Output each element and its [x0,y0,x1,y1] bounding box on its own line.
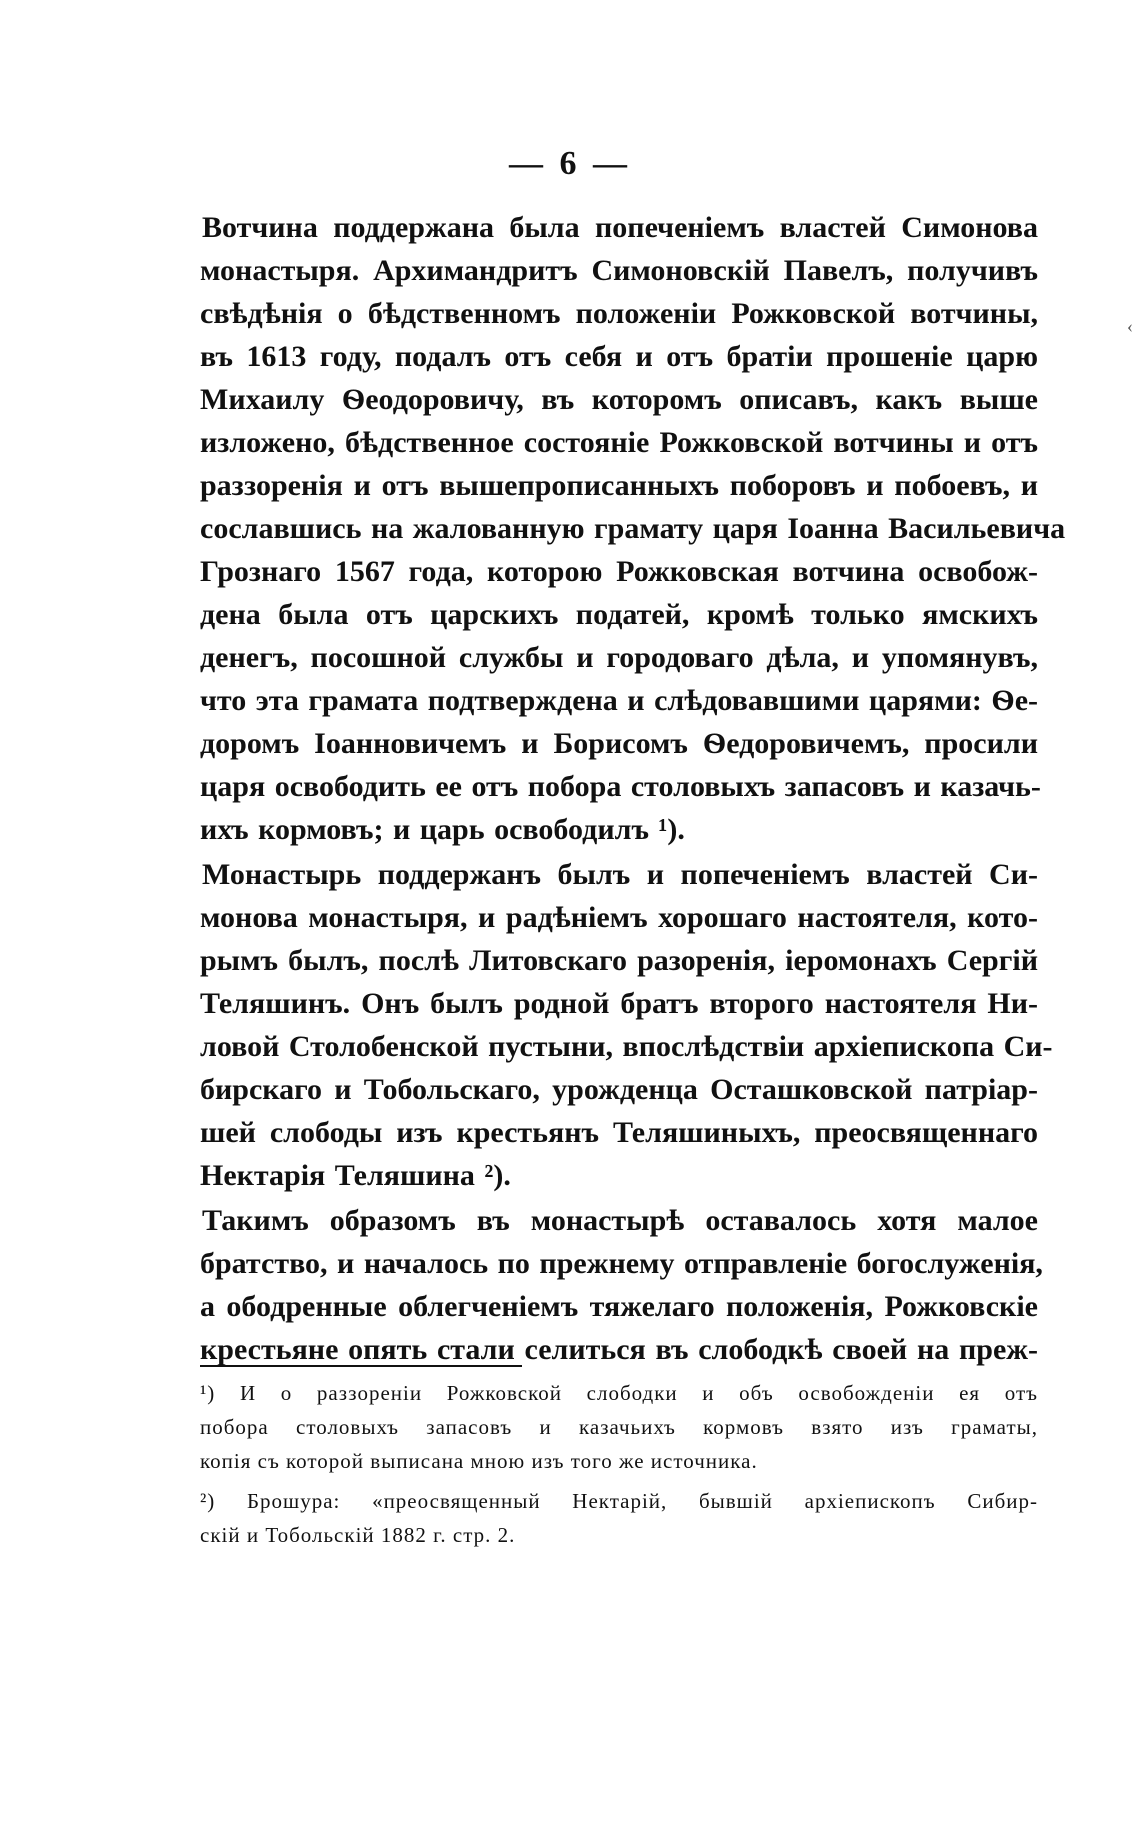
text-line: а ободренные облегченіемъ тяжелаго положенія, Рожковскіе [200,1290,1038,1323]
text-line: въ 1613 году, подалъ отъ себя и отъ братіи прошеніе царю [200,340,1038,373]
footnote [200,1376,1038,1478]
footnote-line: скій и Тобольскій 1882 г. стр. 2. [200,1523,516,1547]
text-line: что эта грамата подтверждена и слѣдовавшими царями: Ѳе- [200,684,1038,717]
text-line: Вотчина поддержана была попеченіемъ властей Симонова [202,211,1038,244]
footnote-line: побора столовыхъ запасовъ и казачьихъ кормовъ взято изъ граматы, [200,1415,1038,1439]
footnote [200,1484,1038,1552]
text-line: свѣдѣнія о бѣдственномъ положеніи Рожковской вотчины, [200,297,1038,330]
footnote-line: копія съ которой выписана мною изъ того же источника. [200,1449,758,1473]
text-line: ихъ кормовъ; и царь освободилъ ¹). [200,813,685,846]
text-line: сославшись на жалованную грамату царя Іоанна Васильевича [200,512,1066,545]
margin-mark: ‹ [1127,316,1133,336]
text-line: монастыря. Архимандритъ Симоновскій Павелъ, получивъ [200,254,1038,287]
paragraph [200,1199,1043,1371]
text-line: дена была отъ царскихъ податей, кромѣ только ямскихъ [200,598,1038,631]
footnote-line: ¹) И о раззореніи Рожковской слободки и объ освобожденіи ея отъ [200,1381,1038,1405]
page-number: — 6 — [509,145,631,182]
footnote-line: ²) Брошура: «преосвященный Нектарій, бывшій архіепископъ Сибир- [200,1489,1038,1513]
text-line: рымъ былъ, послѣ Литовскаго разоренія, іеромонахъ Сергій [200,944,1038,977]
text-line: денегъ, посошной службы и городоваго дѣла, и упомянувъ, [200,641,1038,674]
footnote-divider [200,1365,522,1367]
text-line: Нектарія Теляшина ²). [200,1159,511,1192]
text-line: крестьяне опять стали селиться въ слободкѣ своей на преж- [200,1333,1038,1366]
text-line: изложено, бѣдственное состояніе Рожковской вотчины и отъ [200,426,1038,459]
body-text [200,206,1066,1371]
text-line: Такимъ образомъ въ монастырѣ оставалось хотя малое [202,1204,1038,1237]
paragraph [200,853,1053,1197]
footnotes [200,1376,1038,1552]
text-line: Теляшинъ. Онъ былъ родной братъ второго настоятеля Ни- [200,987,1038,1020]
text-line: Монастырь поддержанъ былъ и попеченіемъ властей Си- [202,858,1038,891]
text-line: Михаилу Ѳеодоровичу, въ которомъ описавъ, какъ выше [200,383,1038,416]
text-line: ловой Столобенской пустыни, впослѣдствіи архіепископа Си- [200,1030,1053,1063]
text-line: раззоренія и отъ вышепрописанныхъ поборовъ и побоевъ, и [200,469,1038,502]
text-line: доромъ Іоанновичемъ и Борисомъ Ѳедоровичемъ, просили [200,727,1038,760]
text-line: монова монастыря, и радѣніемъ хорошаго настоятеля, кото- [200,901,1038,934]
text-line: царя освободить ее отъ побора столовыхъ запасовъ и казачь- [200,770,1041,803]
text-line: шей слободы изъ крестьянъ Теляшиныхъ, преосвященнаго [200,1116,1038,1149]
text-line: бирскаго и Тобольскаго, урожденца Осташковской патріар- [200,1073,1038,1106]
text-line: братство, и началось по прежнему отправленіе богослуженія, [200,1247,1043,1280]
text-line: Грознаго 1567 года, которою Рожковская вотчина освобож- [200,555,1038,588]
paragraph [200,206,1066,851]
